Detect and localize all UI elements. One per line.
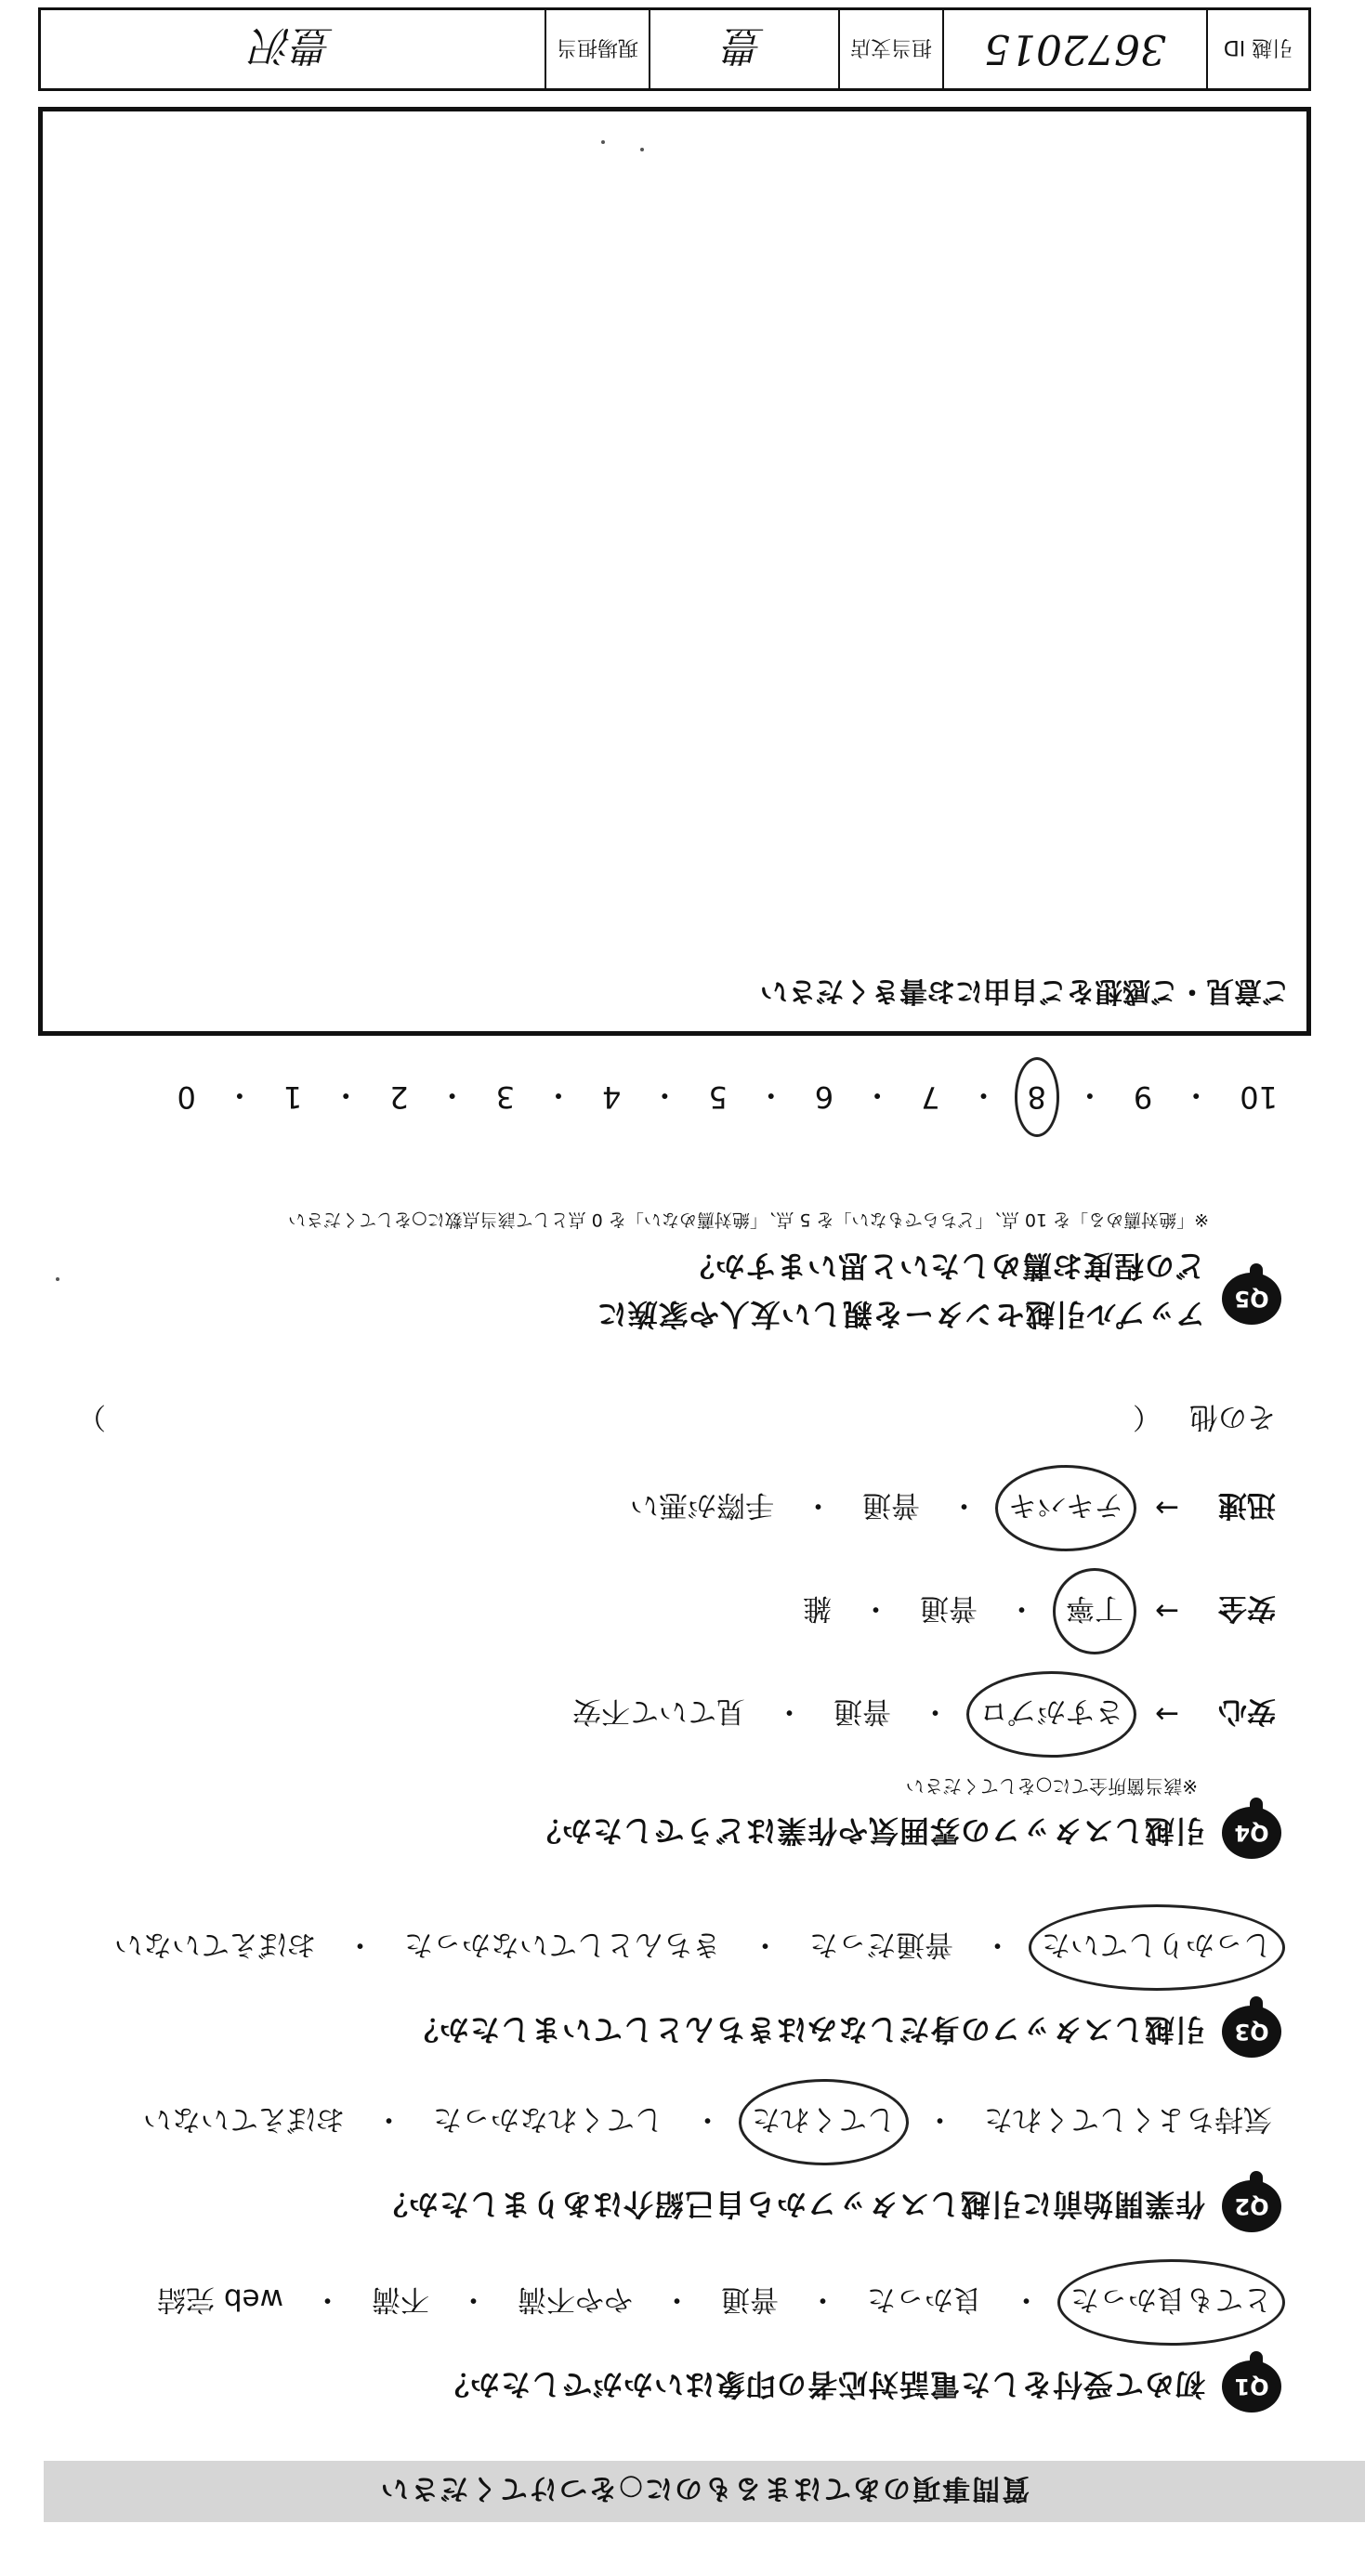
q3-option-1[interactable]: しっかりしていた [1038,1923,1276,1972]
q4-row-2: 安全 → 丁寧 ・ 普通 ・ 雑 [83,1587,1276,1636]
q1-option-1[interactable]: とても良かった [1067,2278,1276,2327]
leader-label: 現場担当 [545,10,649,88]
q4-row-3-option-1[interactable]: テキパキ [1004,1484,1127,1533]
arrow-right-icon: → [1155,1491,1179,1525]
q4-row-3: 迅速 → テキパキ ・ 普通 ・ 手際が悪い [83,1484,1276,1533]
q3-text: 引越しスタッフの身だしなみはきちんとしていましたか？ [407,2012,1205,2047]
q2-text: 作業開始前に引越しスタッフから自己紹介はありましたか？ [376,2187,1205,2222]
q2-badge: Q2 [1222,2180,1281,2232]
q4-row-3-option-2[interactable]: 普通 [862,1488,921,1522]
q1-option-4[interactable]: やや不満 [518,2282,633,2316]
scale-1[interactable]: 1 [282,1079,303,1115]
q5-text-line-2: どの程度お薦めしたいと思いますか？ [683,1249,1205,1284]
q2-options: 気持ちよくしてくれた ・ してくれた ・ してくれなかった ・ おぼえていない [83,2098,1276,2147]
id-value: 3672015 [942,10,1206,88]
q3-badge: Q3 [1222,2006,1281,2058]
question-4 [77,1399,1281,1859]
scale-10[interactable]: 10 [1240,1079,1278,1115]
q4-row-1-option-1[interactable]: さすがプロ [976,1690,1127,1739]
q4-row-3-label: 迅速 [1218,1488,1276,1522]
q4-row-2-option-3[interactable]: 雑 [803,1591,833,1625]
q1-option-5[interactable]: 不満 [372,2282,429,2316]
q3-options: しっかりしていた ・ 普通だった ・ きちんとしていなかった ・ おぼえていない [83,1923,1276,1972]
arrow-right-icon: → [1155,1697,1179,1732]
q4-row-2-label: 安全 [1218,1591,1276,1625]
q4-other-close: ） [77,1400,106,1433]
q4-row-3-option-3[interactable]: 手際が悪い [630,1488,775,1522]
q4-row-1-option-2[interactable]: 普通 [833,1694,892,1728]
q2-option-3[interactable]: してくれなかった [433,2102,663,2136]
q4-row-2-option-1[interactable]: 丁寧 [1062,1587,1127,1636]
q3-option-2[interactable]: 普通だった [809,1928,953,1961]
scale-2[interactable]: 2 [389,1079,409,1115]
scan-speck [640,148,644,151]
q5-scale: 10 ・ 9 ・ 8 ・ 7 ・ 6 ・ 5 ・ 4 ・ 3 ・ 2 ・ 1 ・ 0 [83,1076,1281,1118]
q4-row-1: 安心 → さすがプロ ・ 普通 ・ 見ていて不安 [83,1690,1276,1739]
scale-0[interactable]: 0 [177,1079,196,1115]
q4-other-open: （ [1133,1400,1162,1433]
arrow-right-icon: → [1155,1594,1179,1628]
q4-row-2-option-2[interactable]: 普通 [920,1591,978,1625]
q1-option-3[interactable]: 普通 [721,2282,779,2316]
q1-text: 初めて受付をした電話対応者の印象はいかがでしたか？ [438,2367,1205,2402]
q4-text: 引越しスタッフの雰囲気や作業はどうでしたか？ [530,1813,1205,1849]
question-3 [83,1923,1281,2058]
q4-badge: Q4 [1222,1807,1281,1859]
scale-8[interactable]: 8 [1024,1076,1050,1118]
instruction-band: 質問事項のあてはまるものに○をつけてください [44,2461,1365,2522]
q3-option-4[interactable]: おぼえていない [114,1928,316,1961]
scale-7[interactable]: 7 [921,1079,940,1115]
branch-value: 豊 [649,10,838,88]
question-5 [83,1209,1281,1338]
comment-box[interactable] [38,107,1311,1036]
q4-row-1-label: 安心 [1218,1694,1276,1728]
comment-box-title: ご意見・ご感想をご自由にお書きください [760,974,1290,1007]
q2-option-4[interactable]: おぼえていない [143,2102,345,2136]
q4-other-label: その他 [1189,1400,1276,1433]
q4-other [77,1399,1276,1441]
q4-note: ※該当箇所全てに○をしてください [905,1775,1198,1798]
scan-speck [601,140,605,144]
q5-note: ※「絶対薦める」を 10 点、「どちらでもない」を 5 点、「絶対薦めない」を 0 点として該当点数に○をしてください [288,1210,1209,1230]
scale-5[interactable]: 5 [708,1079,728,1115]
scale-4[interactable]: 4 [602,1079,622,1115]
scale-6[interactable]: 6 [814,1079,834,1115]
q4-row-1-option-3[interactable]: 見ていて不安 [572,1694,746,1728]
scan-speck [56,1277,59,1281]
q1-options: とても良かった ・ 良かった ・ 普通 ・ やや不満 ・ 不満 ・ web 完結 [83,2278,1276,2327]
scale-9[interactable]: 9 [1133,1079,1153,1115]
q5-text-line-1: アップル引越センターを親しい友人や家族に [596,1297,1205,1332]
question-1 [83,2278,1281,2413]
q5-badge: Q5 [1222,1273,1281,1325]
question-2 [83,2098,1281,2232]
leader-signature: 豊沢 [252,21,334,69]
id-table [38,7,1311,91]
q3-option-3[interactable]: きちんとしていなかった [404,1928,721,1961]
id-label: 引越 ID [1206,10,1308,88]
q1-option-2[interactable]: 良かった [867,2282,982,2316]
q2-option-1[interactable]: 気持ちよくしてくれた [984,2102,1272,2136]
q1-badge: Q1 [1222,2360,1281,2413]
q2-option-2[interactable]: してくれた [748,2098,899,2147]
branch-label: 担当支店 [838,10,942,88]
q1-option-6[interactable]: web 完結 [157,2282,283,2316]
scale-3[interactable]: 3 [495,1079,516,1115]
